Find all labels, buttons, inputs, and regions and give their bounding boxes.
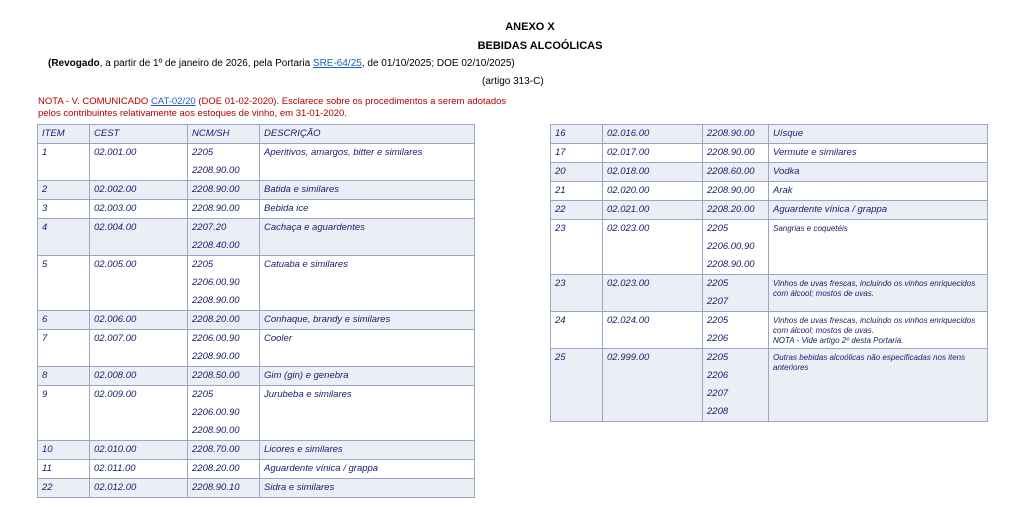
ncm-code: 2208 [707, 406, 729, 417]
article-reference: (artigo 313-C) [482, 76, 544, 87]
ncm-cell [188, 181, 260, 200]
cest-code: 02.007.00 [94, 333, 137, 344]
item-cell [551, 312, 603, 349]
cest-code: 02.011.00 [94, 463, 136, 474]
item-number: 25 [555, 352, 566, 363]
ncm-cell [188, 441, 260, 460]
cest-code: 02.012.00 [94, 482, 137, 493]
description: Arak [773, 185, 793, 196]
header-item [38, 125, 90, 144]
cest-cell [90, 330, 188, 367]
ncm-cell [188, 330, 260, 367]
ncm-code: 2208.90.10 [192, 482, 240, 493]
description: Conhaque, brandy e similares [264, 314, 391, 325]
ncm-cell [188, 367, 260, 386]
item-number: 21 [555, 185, 566, 196]
revoked-bold: (Revogado [48, 58, 100, 69]
description: Vinhos de uvas frescas, incluindo os vinhos enriquecidos [773, 279, 976, 288]
item-number: 4 [42, 222, 48, 233]
item-number: 17 [555, 147, 566, 158]
cest-cell [603, 144, 703, 163]
ncm-code: 2208.70.00 [192, 444, 240, 455]
cest-code: 02.016.00 [607, 128, 650, 139]
ncm-code: 2206.00.90 [192, 277, 240, 288]
cest-code: 02.008.00 [94, 370, 137, 381]
description: Bebida ice [264, 203, 309, 214]
ncm-code: 2207 [707, 388, 729, 399]
cest-cell [90, 144, 188, 181]
ncm-code: 2208.90.00 [192, 425, 240, 436]
ncm-code: 2208.50.00 [192, 370, 240, 381]
header-row [38, 125, 475, 144]
desc-cell [260, 460, 475, 479]
header-label: CEST [94, 128, 120, 139]
description: NOTA - Vide artigo 2º desta Portaria. [773, 336, 904, 345]
ncm-cell [188, 460, 260, 479]
item-cell [551, 220, 603, 275]
item-cell [38, 200, 90, 219]
cest-code: 02.024.00 [607, 315, 650, 326]
table-row [38, 479, 475, 498]
item-number: 22 [555, 204, 566, 215]
ncm-code: 2205 [707, 315, 729, 326]
desc-cell [260, 200, 475, 219]
ncm-code: 2208.60.00 [707, 166, 755, 177]
item-number: 9 [42, 389, 48, 400]
item-number: 23 [555, 223, 566, 234]
cest-code: 02.002.00 [94, 184, 137, 195]
description: Sidra e similares [264, 482, 335, 493]
cest-cell [90, 200, 188, 219]
description: Cooler [264, 333, 292, 344]
table-row [38, 200, 475, 219]
cest-code: 02.003.00 [94, 203, 137, 214]
ncm-code: 2208.20.00 [192, 463, 240, 474]
desc-cell [260, 330, 475, 367]
table-row [38, 219, 475, 256]
description: Uísque [773, 128, 804, 139]
ncm-cell [188, 386, 260, 441]
header-label: ITEM [42, 128, 65, 139]
cest-cell [90, 367, 188, 386]
item-cell [38, 330, 90, 367]
header-desc [260, 125, 475, 144]
cest-code: 02.023.00 [607, 223, 650, 234]
cest-cell [603, 349, 703, 422]
item-cell [38, 460, 90, 479]
ncm-code: 2208.90.00 [192, 165, 240, 176]
description: Vodka [773, 166, 800, 177]
note-prefix: NOTA - V. COMUNICADO [38, 96, 151, 107]
cest-code: 02.017.00 [607, 147, 650, 158]
desc-cell [769, 163, 988, 182]
ncm-code: 2207 [707, 296, 729, 307]
cest-cell [90, 479, 188, 498]
ncm-code: 2208.90.00 [192, 295, 240, 306]
description: Catuaba e similares [264, 259, 348, 270]
header-ncm [188, 125, 260, 144]
table-row [38, 386, 475, 441]
desc-cell [769, 349, 988, 422]
cest-cell [603, 201, 703, 220]
desc-cell [260, 311, 475, 330]
ncm-cell [703, 125, 769, 144]
item-cell [38, 479, 90, 498]
desc-cell [769, 125, 988, 144]
cest-code: 02.021.00 [607, 204, 650, 215]
cest-code: 02.001.00 [94, 147, 137, 158]
ncm-code: 2208.40.00 [192, 240, 240, 251]
table-row [38, 144, 475, 181]
item-cell [551, 182, 603, 201]
item-cell [551, 125, 603, 144]
desc-cell [260, 144, 475, 181]
item-number: 1 [42, 147, 48, 158]
header-cest [90, 125, 188, 144]
description: Outras bebidas alcoólicas não especificadas nos itens [773, 353, 966, 362]
cest-cell [90, 181, 188, 200]
ncm-code: 2208.20.00 [707, 204, 755, 215]
item-number: 2 [42, 184, 48, 195]
cest-cell [90, 460, 188, 479]
ncm-code: 2205 [192, 259, 214, 270]
item-number: 6 [42, 314, 48, 325]
item-number: 7 [42, 333, 48, 344]
description: Vinhos de uvas frescas, incluindo os vinhos enriquecidos [773, 316, 976, 325]
item-cell [551, 275, 603, 312]
cest-cell [90, 311, 188, 330]
ncm-cell [188, 144, 260, 181]
table-row [551, 144, 988, 163]
ncm-code: 2206.00.90 [192, 407, 240, 418]
ncm-code: 2205 [707, 223, 729, 234]
desc-cell [260, 479, 475, 498]
table-row [551, 125, 988, 144]
desc-cell [769, 182, 988, 201]
ncm-code: 2208.90.00 [707, 147, 755, 158]
item-cell [551, 163, 603, 182]
table-row [551, 312, 988, 349]
description: com álcool; mostos de uvas. [773, 326, 874, 335]
revoked-notice [48, 58, 515, 69]
ncm-code: 2208.90.00 [192, 184, 240, 195]
desc-cell [260, 219, 475, 256]
ncm-cell [703, 275, 769, 312]
table-row [38, 441, 475, 460]
cest-code: 02.010.00 [94, 444, 137, 455]
item-cell [38, 311, 90, 330]
cest-code: 02.009.00 [94, 389, 137, 400]
description: Batida e similares [264, 184, 339, 195]
desc-cell [769, 201, 988, 220]
item-cell [38, 219, 90, 256]
item-cell [551, 349, 603, 422]
ncm-cell [188, 256, 260, 311]
description: Aguardente vínica / grappa [773, 204, 888, 215]
note-line2: pelos contribuintes relativamente aos estoques de vinho, em 31-01-2020. [38, 108, 347, 119]
desc-cell [260, 367, 475, 386]
desc-cell [260, 386, 475, 441]
revoked-text: , a partir de 1º de janeiro de 2026, pela Portaria [99, 58, 313, 69]
item-cell [551, 201, 603, 220]
cest-cell [603, 163, 703, 182]
cest-code: 02.006.00 [94, 314, 137, 325]
ncm-code: 2207.20 [192, 222, 227, 233]
desc-cell [769, 312, 988, 349]
annex-subtitle: BEBIDAS ALCOÓLICAS [477, 40, 603, 52]
note [38, 96, 506, 120]
right-table [550, 124, 988, 422]
ncm-cell [188, 311, 260, 330]
cest-code: 02.020.00 [607, 185, 650, 196]
ncm-code: 2208.90.00 [707, 259, 755, 270]
ncm-cell [188, 200, 260, 219]
cest-cell [603, 220, 703, 275]
description: Licores e similares [264, 444, 343, 455]
cest-cell [90, 386, 188, 441]
desc-cell [769, 275, 988, 312]
ncm-code: 2205 [707, 278, 729, 289]
ncm-code: 2208.20.00 [192, 314, 240, 325]
cest-code: 02.023.00 [607, 278, 650, 289]
desc-cell [769, 144, 988, 163]
cest-cell [603, 275, 703, 312]
desc-cell [260, 256, 475, 311]
cest-cell [603, 125, 703, 144]
table-row [38, 330, 475, 367]
description: Gim (gin) e genebra [264, 370, 349, 381]
ncm-cell [703, 220, 769, 275]
item-number: 16 [555, 128, 566, 139]
table-row [38, 367, 475, 386]
ncm-cell [188, 219, 260, 256]
ncm-code: 2208.90.00 [707, 128, 755, 139]
item-cell [38, 144, 90, 181]
desc-cell [769, 220, 988, 275]
item-number: 11 [42, 463, 52, 474]
desc-cell [260, 181, 475, 200]
header-label: NCM/SH [192, 128, 230, 139]
description: Vermute e similares [773, 147, 857, 158]
item-number: 23 [555, 278, 566, 289]
item-number: 5 [42, 259, 48, 270]
ncm-code: 2206 [707, 370, 729, 381]
item-cell [38, 367, 90, 386]
ncm-code: 2208.90.00 [192, 203, 240, 214]
header-label: DESCRIÇÃO [264, 128, 321, 139]
item-number: 3 [42, 203, 48, 214]
table-row [551, 275, 988, 312]
table-row [551, 349, 988, 422]
comunicado-link[interactable]: CAT-02/20 [150, 96, 196, 107]
cest-cell [90, 441, 188, 460]
ncm-cell [703, 201, 769, 220]
ncm-cell [703, 163, 769, 182]
table-row [38, 311, 475, 330]
ncm-code: 2206.00.90 [707, 241, 755, 252]
ncm-code: 2205 [707, 352, 729, 363]
cest-cell [603, 312, 703, 349]
cest-code: 02.018.00 [607, 166, 650, 177]
revoked-tail: , de 01/10/2025; DOE 02/10/2025) [361, 58, 515, 69]
ncm-code: 2208.90.00 [707, 185, 755, 196]
table-row [551, 163, 988, 182]
description: Sangrias e coquetéis [773, 224, 848, 233]
ncm-code: 2208.90.00 [192, 351, 240, 362]
description: com álcool; mostos de uvas. [773, 289, 874, 298]
portaria-link[interactable]: SRE-64/25 [312, 58, 362, 69]
item-cell [38, 441, 90, 460]
item-number: 8 [42, 370, 48, 381]
item-number: 22 [42, 482, 53, 493]
cest-cell [603, 182, 703, 201]
table-row [551, 182, 988, 201]
item-number: 20 [555, 166, 566, 177]
table-row [551, 201, 988, 220]
cest-code: 02.004.00 [94, 222, 137, 233]
cest-code: 02.999.00 [607, 352, 650, 363]
table-row [38, 460, 475, 479]
ncm-cell [703, 312, 769, 349]
annex-title: ANEXO X [505, 21, 555, 33]
item-number: 24 [555, 315, 566, 326]
description: Cachaça e aguardentes [264, 222, 365, 233]
desc-cell [260, 441, 475, 460]
cest-cell [90, 219, 188, 256]
ncm-cell [703, 144, 769, 163]
description: Aguardente vínica / grappa [264, 463, 379, 474]
item-cell [38, 386, 90, 441]
item-cell [38, 256, 90, 311]
table-row [38, 181, 475, 200]
table-row [38, 256, 475, 311]
ncm-code: 2206.00.90 [192, 333, 240, 344]
description: anteriores [773, 363, 809, 372]
ncm-code: 2205 [192, 389, 214, 400]
cest-cell [90, 256, 188, 311]
note-tail: (DOE 01-02-2020). Esclarece sobre os procedimentos a serem adotados [195, 96, 507, 107]
ncm-code: 2206 [707, 333, 729, 344]
item-number: 10 [42, 444, 53, 455]
item-cell [38, 181, 90, 200]
description: Aperitivos, amargos, bitter e similares [264, 147, 423, 158]
ncm-code: 2205 [192, 147, 214, 158]
ncm-cell [188, 479, 260, 498]
ncm-cell [703, 349, 769, 422]
table-row [551, 220, 988, 275]
description: Jurubeba e similares [264, 389, 352, 400]
left-table [37, 124, 475, 498]
cest-code: 02.005.00 [94, 259, 137, 270]
item-cell [551, 144, 603, 163]
ncm-cell [703, 182, 769, 201]
